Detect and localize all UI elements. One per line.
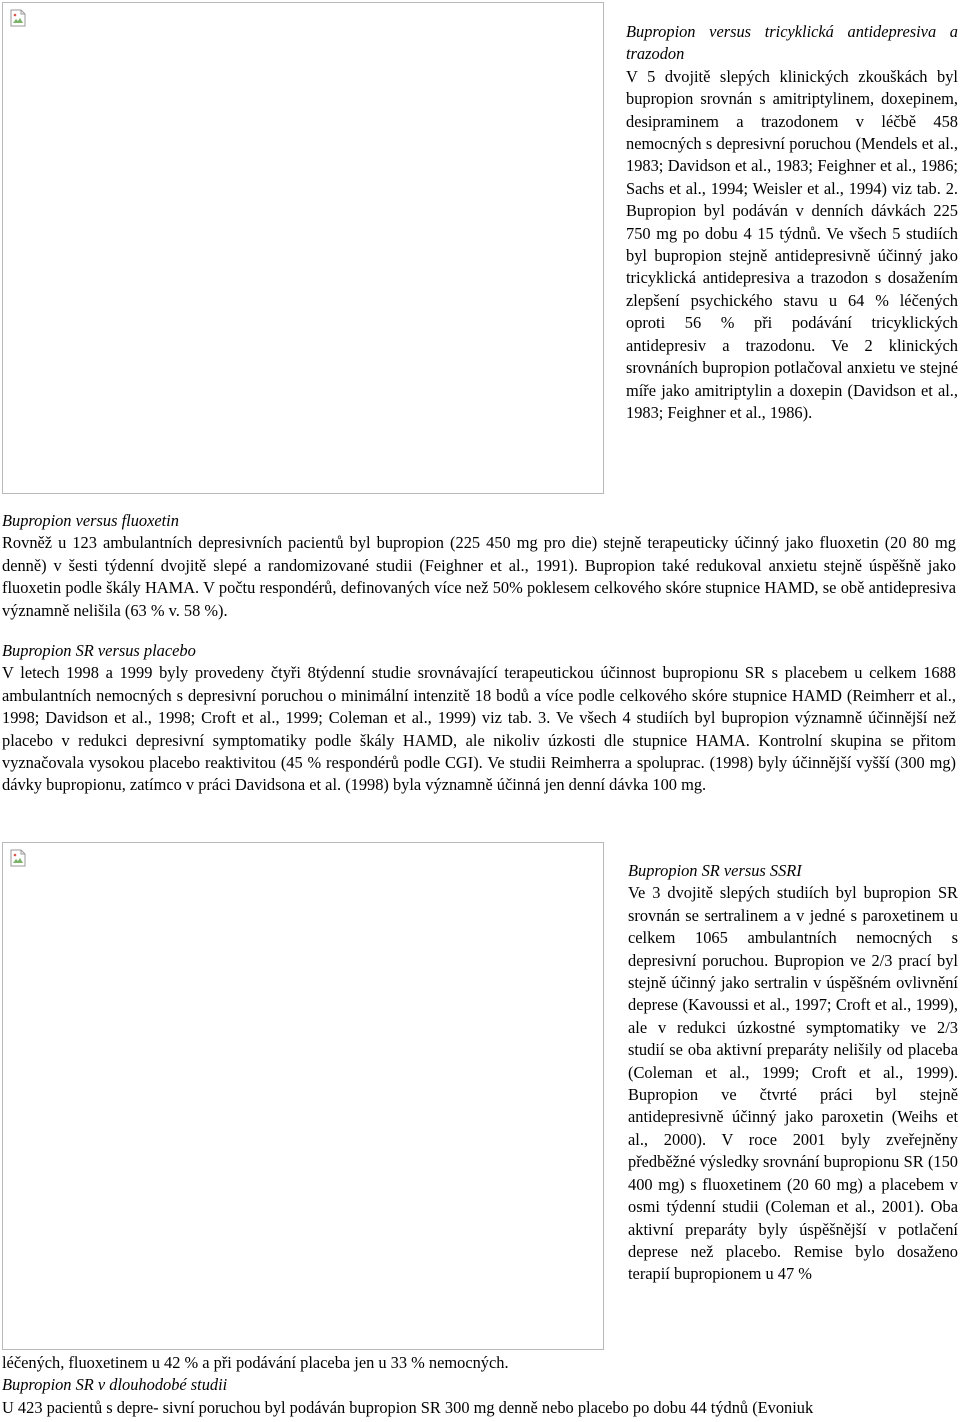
figure-placeholder-bottom: [2, 842, 604, 1350]
section-heading: Bupropion versus fluoxetin: [2, 511, 179, 530]
section-heading: Bupropion SR v dlouhodobé studii: [2, 1375, 228, 1395]
figure-placeholder-top: [2, 2, 604, 494]
broken-image-icon: [9, 849, 27, 867]
ssri-continuation: léčených, fluoxetinem u 42 % a při podávání placeba jen u 33 % nemocných.: [2, 1353, 509, 1372]
section-body: U 423 pacientů s depre- sivní poruchou byl podáván bupropion SR 300 mg denně nebo placebo po dobu 44 týdnů (Evoniuk: [2, 1397, 814, 1417]
section-ssri: [628, 860, 958, 1286]
section-heading: Bupropion SR versus placebo: [2, 641, 196, 660]
section-placebo: [2, 640, 956, 797]
section-longterm: [2, 1352, 956, 1419]
broken-image-icon: [9, 9, 27, 27]
section-body: V 5 dvojitě slepých klinických zkouškách byl bupropion srovnán s amitriptylinem, doxepinem, desipraminem a trazodonem v léčbě 458 nemocných s depresivní poruchou (Mendels et al., 1983; Davidson et al., 1983; Feighner et al., 1986; Sachs et al., 1994; Weisler et al., 1994) viz tab. 2. Bupropion byl podáván v denních dávkách 225 750 mg po dobu 4 15 týdnů. Ve všech 5 studiích byl bupropion stejně antidepresivně účinný jako tricyklická antidepresiva a trazodon s dosažením zlepšení psychického stavu u 64 % léčených oproti 56 % při podávání tricyklických antidepresiv a trazodonu. Ve 2 klinických srovnáních bupropion potlačoval anxietu ve stejné míře jako amitriptylin a doxepin (Davidson et al., 1983; Feighner et al., 1986).: [626, 66, 958, 422]
section-body: Rovněž u 123 ambulantních depresivních pacientů byl bupropion (225 450 mg pro die) stejně terapeuticky účinný jako fluoxetin (20 80 mg denně) v šesti týdenní dvojitě slepé a randomizované studii (Feighner et al., 1991). Bupropion také redukoval anxietu stejně úspěšně jako fluoxetin podle škály HAMA. V počtu respondérů, definovaných více než 50% poklesem celkového skóre stupnice HAMD, se obě antidepresiva významně nelišila (63 % v. 58 %).: [2, 533, 956, 620]
section-body: V letech 1998 a 1999 byly provedeny čtyři 8týdenní studie srovnávající terapeutickou účinnost bupropionu SR s placebem u celkem 1688 ambulantních nemocných s depresivní poruchou o minimální intenzitě 18 bodů a více podle celkového skóre stupnice HAMD (Reimherr et al., 1998; Davidson et al., 1998; Croft et al., 1999; Coleman et al., 1999) viz tab. 3. Ve všech 4 studiích byl bupropion významně účinnější než placebo v redukci depresivní symptomatiky podle škály HAMD, ale nikoliv úzkosti dle stupnice HAMA. Kontrolní skupina se přitom vyznačovala vysokou placebo reaktivitou (45 % respondérů podle CGI). Ve studii Reimherra a spolupr​ac. (1998) byly účinnější vyšší (300 mg) dávky bupropionu, zatímco v práci Davidsona et al. (1998) byla významně účinná jen denní dávka 100 mg.: [2, 663, 956, 795]
section-tricyclic: [626, 21, 958, 424]
section-heading: Bupropion versus tricyklická antidepresiva a trazodon: [626, 22, 958, 64]
section-heading: Bupropion SR versus SSRI: [628, 861, 802, 880]
section-body: Ve 3 dvojitě slepých studiích byl bupropion SR srovnán se sertralinem a v jedné s paroxetinem u celkem 1065 ambulantních nemocných s depresivní poruchou. Bupropion ve 2/3 prací byl stejně účinný jako sertralin v úspěšném ovlivnění deprese (Kavoussi et al., 1997; Croft et al., 1999), ale v redukci úzkostné symptomatiky ve 2/3 studií se oba aktivní preparáty nelišily od placeba (Coleman et al., 1999; Croft et al., 1999). Bupropion ve čtvrté práci byl stejně antidepresivně účinný jako paroxetin (Weihs et al., 2000). V roce 2001 byly zveřejněny předběžné výsledky srovnání bupropionu SR (150 400 mg) s fluoxetinem (20 60 mg) a placebem v osmi týdenní studii (Coleman et al., 2001). Oba aktivní preparáty byly úspěšnější v potlačení deprese než placebo. Remise bylo dosaženo terapií bupropionem u 47 %: [628, 883, 958, 1284]
section-fluoxetin: [2, 510, 956, 622]
